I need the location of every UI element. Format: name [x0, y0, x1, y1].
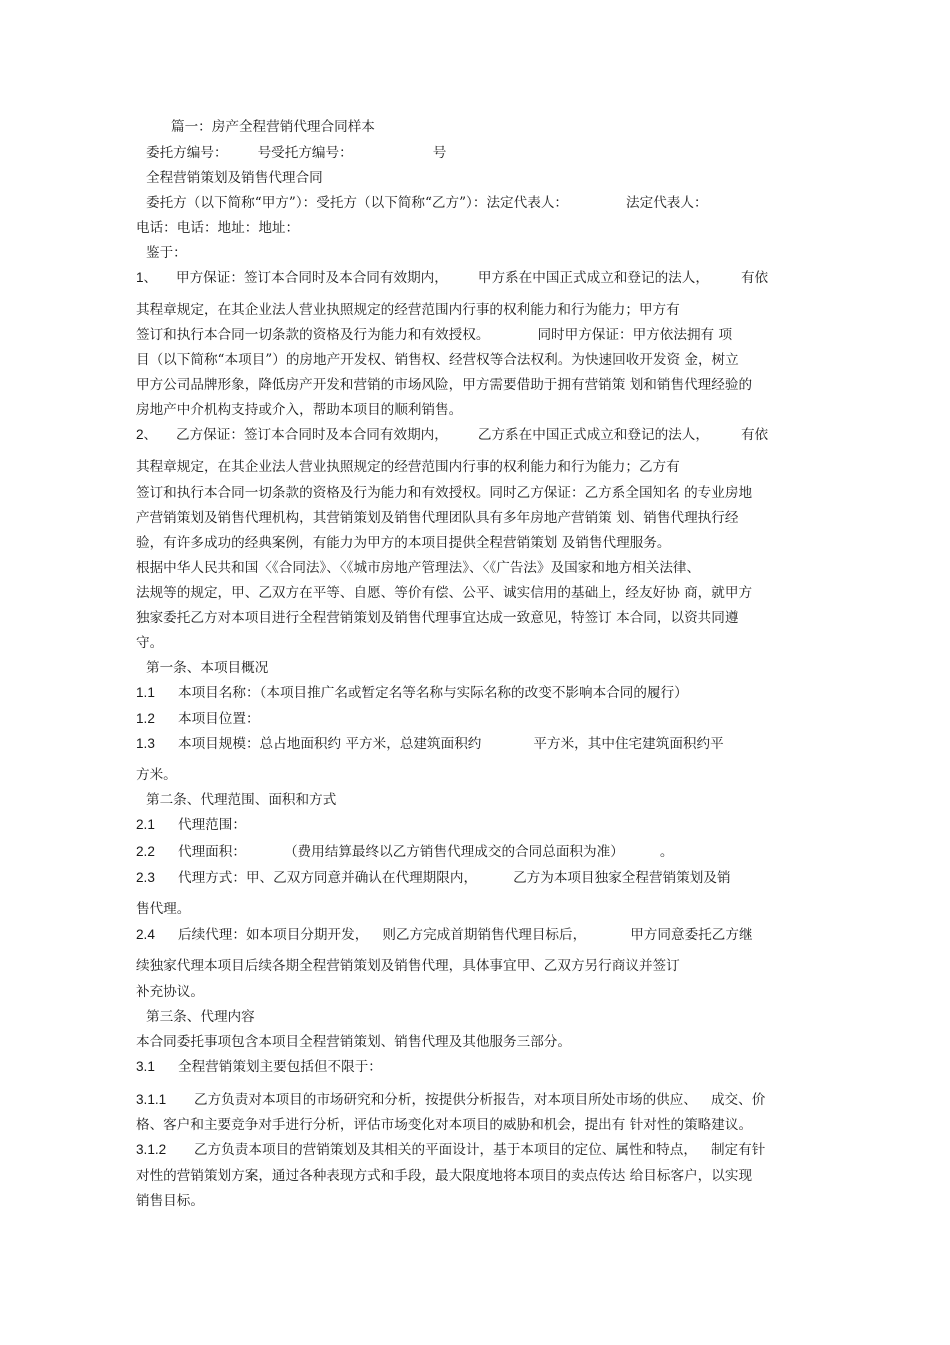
art3-heading: 第三条、代理内容 — [146, 1009, 255, 1025]
item-1-3: 1.3 本项目规模：总占地面积约 平方米，总建筑面积约 平方米，其中住宅建筑面积约平 — [136, 736, 724, 752]
p3-line2: 法规等的规定，甲、乙双方在平等、自愿、等价有偿、公平、诚实信用的基础上，经友好协 商，就甲方 — [136, 585, 753, 601]
item-2-4-cont1: 续独家代理本项目后续各期全程营销策划及销售代理，具体事宜甲、乙双方另行商议并签订 — [136, 958, 680, 974]
p2-num: 2、 — [136, 427, 158, 442]
item-3-1: 3.1 全程营销策划主要包括但不限于： — [136, 1059, 382, 1075]
item-2-4-cont2: 补充协议。 — [136, 984, 204, 1000]
doc-title: 篇一：房产全程营销代理合同样本 — [171, 119, 375, 135]
item-2-2: 2.2 代理面积： （费用结算最终以乙方销售代理成交的合同总面积为准） 。 — [136, 844, 674, 860]
item-3-1-2-line1: 3.1.2 乙方负责本项目的营销策划及其相关的平面设计，基于本项目的定位、属性和特点， 制定有针 — [136, 1142, 766, 1158]
item-3-1-2-line3: 销售目标。 — [136, 1193, 204, 1209]
p3-line3: 独家委托乙方对本项目进行全程营销策划及销售代理事宜达成一致意见，特签订 本合同，以资共同遵 — [136, 610, 739, 626]
p2-line1: 2、 乙方保证：签订本合同时及本合同有效期内， 乙方系在中国正式成立和登记的法人， 有依 — [136, 427, 769, 443]
p2-line3: 签订和执行本合同一切条款的资格及行为能力和有效授权。同时乙方保证：乙方系全国知名 的专业房地 — [136, 485, 753, 501]
p1-num: 1、 — [136, 270, 158, 285]
p1-line5: 甲方公司品牌形象，降低房产开发和营销的市场风险，甲方需要借助于拥有营销策 划和销售代理经验的 — [136, 377, 753, 393]
p2-line5: 验，有许多成功的经典案例，有能力为甲方的本项目提供全程营销策划 及销售代理服务。 — [136, 535, 671, 551]
contract-number-line — [146, 143, 446, 163]
item-2-3-cont: 售代理。 — [136, 901, 191, 917]
contract-no-a: 委托方编号： — [146, 145, 228, 161]
contract-no-b: 号受托方编号： — [257, 145, 353, 161]
item-1-3-cont: 方米。 — [136, 767, 177, 783]
item-2-4: 2.4 后续代理：如本项目分期开发， 则乙方完成首期销售代理目标后， 甲方同意委托乙方继 — [136, 927, 753, 943]
p2-line4: 产营销策划及销售代理机构，其营销策划及销售代理团队具有多年房地产营销策 划、销售代理执行经 — [136, 510, 739, 526]
item-1-1: 1.1 本项目名称：（本项目推广名或暂定名等名称与实际名称的改变不影响本合同的履行） — [136, 685, 688, 701]
contract-name: 全程营销策划及销售代理合同 — [146, 170, 323, 186]
item-3-1-1-line2: 格、客户和主要竞争对手进行分析，评估市场变化对本项目的威胁和机会，提出有 针对性的策略建议。 — [136, 1117, 753, 1133]
whereas: 鉴于： — [146, 245, 187, 261]
p1-line2: 其程章规定，在其企业法人营业执照规定的经营范围内行事的权利能力和行为能力；甲方有 — [136, 302, 680, 318]
item-3-1-2-line2: 对性的营销策划方案，通过各种表现方式和手段，最大限度地将本项目的卖点传达 给目标客户，以实现 — [136, 1168, 753, 1184]
item-1-2: 1.2 本项目位置： — [136, 711, 260, 727]
item-2-1: 2.1 代理范围： — [136, 817, 246, 833]
contract-no-c: 号 — [432, 145, 447, 161]
p3-line4: 守。 — [136, 635, 164, 651]
art1-heading: 第一条、本项目概况 — [146, 660, 269, 676]
art3-intro: 本合同委托事项包含本项目全程营销策划、销售代理及其他服务三部分。 — [136, 1034, 571, 1050]
p3-line1: 根据中华人民共和国〈《合同法》、〈《城市房地产管理法》、〈《广告法》及国家和地方相关法律、 — [136, 560, 701, 576]
parties-b: 法定代表人： — [626, 195, 708, 211]
p1-line6: 房地产中介机构支持或介入，帮助本项目的顺利销售。 — [136, 402, 463, 418]
parties-a: 委托方（以下简称“甲方”）：受托方（以下简称“乙方”）：法定代表人： — [146, 195, 569, 211]
contact-line: 电话：电话：地址：地址： — [136, 220, 300, 236]
parties-line — [146, 193, 708, 213]
p1-line1: 1、 甲方保证：签订本合同时及本合同有效期内， 甲方系在中国正式成立和登记的法人， 有依 — [136, 270, 769, 286]
p1-line4: 目（以下简称“本项目”）的房地产开发权、销售权、经营权等合法权利。为快速回收开发资 金，树立 — [136, 352, 739, 368]
art2-heading: 第二条、代理范围、面积和方式 — [146, 792, 337, 808]
item-3-1-1-line1: 3.1.1 乙方负责对本项目的市场研究和分析，按提供分析报告，对本项目所处市场的供应、 成交、价 — [136, 1092, 766, 1108]
p2-line2: 其程章规定，在其企业法人营业执照规定的经营范围内行事的权利能力和行为能力；乙方有 — [136, 459, 680, 475]
item-2-3: 2.3 代理方式：甲、乙双方同意并确认在代理期限内， 乙方为本项目独家全程营销策划及销 — [136, 870, 731, 886]
p1-line3: 签订和执行本合同一切条款的资格及行为能力和有效授权。 同时甲方保证：甲方依法拥有 项 — [136, 327, 733, 343]
